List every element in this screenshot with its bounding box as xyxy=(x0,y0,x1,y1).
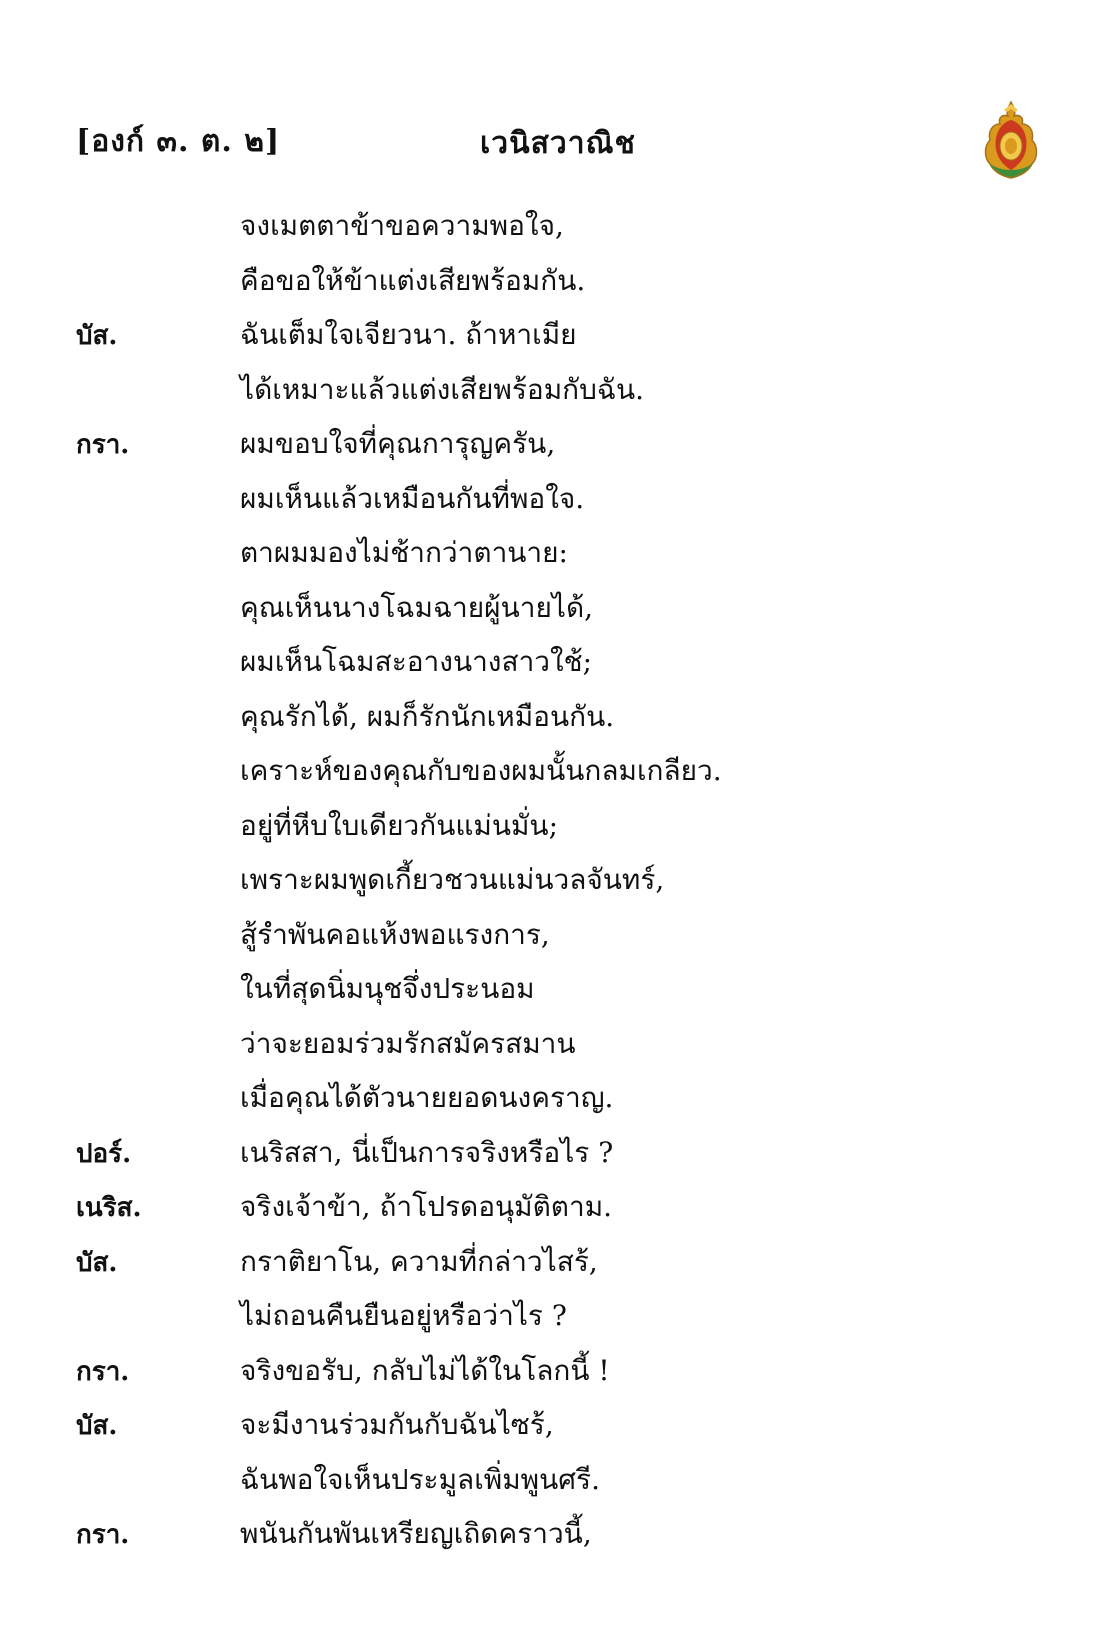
verse-text: จริงเจ้าข้า, ถ้าโปรดอนุมัติตาม. xyxy=(240,1190,613,1223)
verse-text: ผมเห็นโฉมสะอางนางสาวใช้; xyxy=(240,645,593,678)
dialogue-line xyxy=(0,1345,1100,1400)
dialogue-line xyxy=(0,636,1100,691)
dialogue-line xyxy=(0,1508,1100,1563)
verse-text: พนันกันพันเหรียญเถิดคราวนี้, xyxy=(240,1517,592,1550)
royal-emblem-icon xyxy=(980,100,1042,180)
dialogue-line xyxy=(0,582,1100,637)
dialogue-line xyxy=(0,1127,1100,1182)
verse-text: อยู่ที่หีบใบเดียวกันแม่นมั่น; xyxy=(240,808,559,842)
dialogue-line xyxy=(0,1290,1100,1345)
dialogue-line xyxy=(0,745,1100,800)
verse-text: กราติยาโน, ความที่กล่าวไสร้, xyxy=(240,1244,598,1278)
verse-text: ผมเห็นแล้วเหมือนกันที่พอใจ. xyxy=(240,481,585,515)
dialogue-line xyxy=(0,364,1100,419)
dialogue-line xyxy=(0,1399,1100,1454)
verse-text: ฉันพอใจเห็นประมูลเพิ่มพูนศรี. xyxy=(240,1462,600,1496)
verse-text: จริงขอรับ, กลับไม่ได้ในโลกนี้ ! xyxy=(240,1353,610,1387)
dialogue-line xyxy=(0,473,1100,528)
speaker-label: กรา. xyxy=(76,430,130,460)
dialogue-line xyxy=(0,1072,1100,1127)
verse-text: ผมขอบใจที่คุณการุญครัน, xyxy=(240,427,556,460)
speaker-label: เนริส. xyxy=(76,1193,142,1223)
page-header xyxy=(0,108,1100,178)
verse-text: จงเมตตาข้าขอความพอใจ, xyxy=(240,209,564,242)
verse-text: สู้รำพันคอแห้งพอแรงการ, xyxy=(240,917,550,951)
dialogue-line xyxy=(0,1236,1100,1291)
verse-text: ว่าจะยอมร่วมรักสมัครสมาน xyxy=(240,1026,576,1060)
dialogue-line xyxy=(0,1454,1100,1509)
speaker-label: บัส. xyxy=(76,1411,118,1441)
verse-text: ได้เหมาะแล้วแต่งเสียพร้อมกับฉัน. xyxy=(240,372,645,406)
dialogue-line xyxy=(0,255,1100,310)
verse-text: ไม่ถอนคืนยืนอยู่หรือว่าไร ? xyxy=(240,1299,567,1332)
verse-text: เคราะห์ของคุณกับของผมนั้นกลมเกลียว. xyxy=(240,754,722,787)
script-lines xyxy=(0,200,1100,1563)
speaker-label: กรา. xyxy=(76,1520,130,1550)
verse-text: เนริสสา, นี่เป็นการจริงหรือไร ? xyxy=(240,1135,614,1169)
verse-text: ตาผมมองไม่ช้ากว่าตานาย: xyxy=(240,536,568,569)
act-scene-reference: [องก์ ๓. ต. ๒] xyxy=(76,124,281,159)
verse-text: ในที่สุดนิ่มนุชจึ่งประนอม xyxy=(240,972,535,1005)
dialogue-line xyxy=(0,527,1100,582)
dialogue-line xyxy=(0,418,1100,473)
verse-text: จะมีงานร่วมกันกับฉันไซร้, xyxy=(240,1408,554,1441)
verse-text: เมื่อคุณได้ตัวนายยอดนงคราญ. xyxy=(240,1081,614,1114)
verse-text: คุณเห็นนางโฉมฉายผู้นายได้, xyxy=(240,590,594,624)
dialogue-line xyxy=(0,200,1100,255)
dialogue-line xyxy=(0,854,1100,909)
speaker-label: บัส. xyxy=(76,1247,118,1278)
dialogue-line xyxy=(0,309,1100,364)
verse-text: คือขอให้ข้าแต่งเสียพร้อมกัน. xyxy=(240,263,586,297)
dialogue-line xyxy=(0,909,1100,964)
dialogue-line xyxy=(0,1018,1100,1073)
page-title: เวนิสวาณิช xyxy=(480,126,636,161)
dialogue-line xyxy=(0,963,1100,1018)
speaker-label: ปอร์. xyxy=(76,1138,132,1169)
speaker-label: บัส. xyxy=(76,321,118,351)
dialogue-line xyxy=(0,800,1100,855)
verse-text: เพราะผมพูดเกี้ยวชวนแม่นวลจันทร์, xyxy=(240,863,665,896)
dialogue-line xyxy=(0,691,1100,746)
speaker-label: กรา. xyxy=(76,1356,130,1387)
dialogue-line xyxy=(0,1181,1100,1236)
verse-text: ฉันเต็มใจเจียวนา. ถ้าหาเมีย xyxy=(240,318,577,351)
verse-text: คุณรักได้, ผมก็รักนักเหมือนกัน. xyxy=(240,699,615,733)
